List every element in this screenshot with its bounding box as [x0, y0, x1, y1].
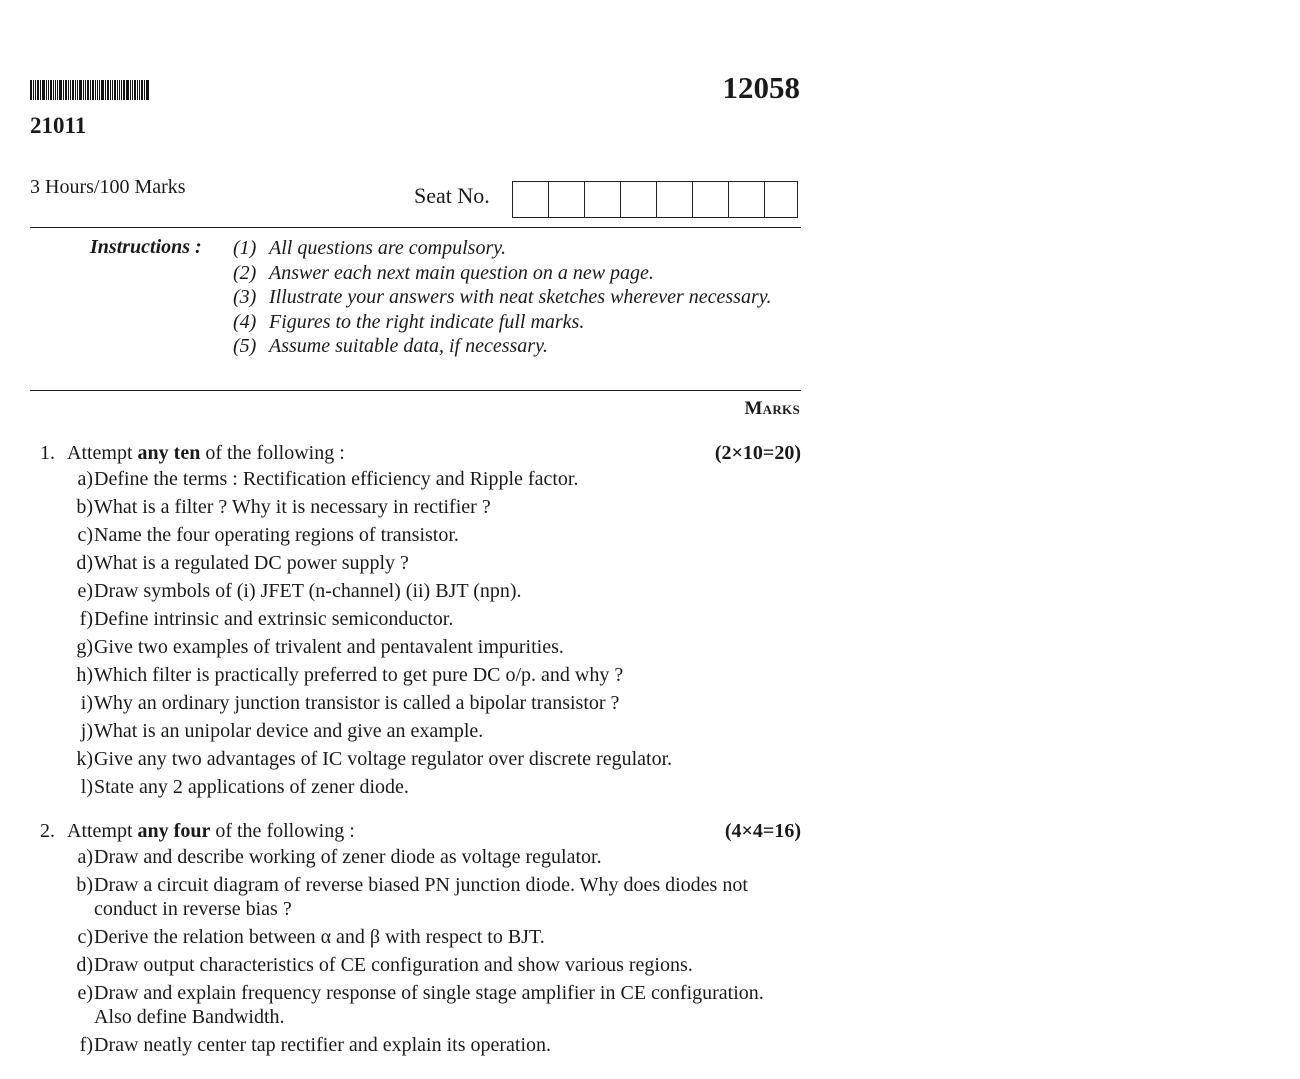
sub-question-text: Why an ordinary junction transistor is called a bipolar transistor ?: [94, 692, 620, 714]
instruction-text: Answer each next main question on a new page.: [269, 261, 654, 284]
seat-box[interactable]: [765, 182, 797, 217]
sub-question-label: f): [79, 1034, 93, 1056]
question-text: Attempt any four of the following :: [67, 819, 355, 842]
paper-code: 21011: [30, 113, 87, 138]
question-header: [40, 817, 801, 845]
sub-question-text: State any 2 applications of zener diode.: [94, 776, 409, 798]
sub-question-label: l): [80, 776, 93, 798]
question-paper-number: 12058: [722, 70, 800, 105]
sub-question: [40, 845, 801, 869]
sub-question-text: What is an unipolar device and give an example.: [94, 720, 484, 742]
question-number: 2.: [40, 819, 55, 842]
sub-question-text: Derive the relation between α and β with respect to BJT.: [94, 926, 545, 948]
sub-question-text: Define the terms : Rectification efficiency and Ripple factor.: [94, 468, 579, 490]
bottom-divider: [30, 390, 801, 391]
sub-question-label: b): [76, 496, 93, 518]
sub-question: [40, 523, 801, 547]
instruction-text: Illustrate your answers with neat sketches wherever necessary.: [269, 286, 772, 308]
seat-box[interactable]: [549, 182, 585, 217]
instruction-text: Figures to the right indicate full marks.: [269, 310, 585, 333]
sub-question: [40, 1033, 801, 1057]
sub-question: [40, 551, 801, 575]
instruction-item: (2) Answer each next main question on a new page.: [233, 261, 773, 286]
instruction-item: (4) Figures to the right indicate full marks.: [233, 310, 773, 335]
seat-box[interactable]: [657, 182, 693, 217]
marks-heading: Marks: [744, 398, 800, 419]
sub-question-text: Which filter is practically preferred to get pure DC o/p. and why ?: [94, 664, 624, 686]
sub-question-label: f): [79, 608, 93, 630]
sub-question-label: k): [76, 748, 93, 770]
seat-box[interactable]: [729, 182, 765, 217]
sub-question-text: Draw symbols of (i) JFET (n-channel) (ii) BJT (npn).: [94, 580, 522, 602]
sub-question: [40, 663, 801, 687]
sub-question-text: What is a filter ? Why it is necessary in rectifier ?: [94, 496, 491, 518]
sub-question-text: Define intrinsic and extrinsic semiconductor.: [94, 608, 454, 630]
sub-question-label: c): [77, 926, 93, 948]
sub-question-text: Give any two advantages of IC voltage regulator over discrete regulator.: [94, 748, 673, 770]
seat-box[interactable]: [513, 182, 549, 217]
instruction-item: (3) Illustrate your answers with neat sketches wherever necessary.: [233, 286, 772, 308]
seat-box[interactable]: [693, 182, 729, 217]
question-number: 1.: [40, 441, 55, 464]
sub-question-label: e): [77, 982, 93, 1004]
sub-question-text: What is a regulated DC power supply ?: [94, 552, 409, 574]
top-divider: [30, 227, 801, 228]
question-marks: (4×4=16): [724, 819, 801, 842]
sub-question-label: i): [80, 692, 93, 714]
instruction-item: (1) All questions are compulsory.: [233, 236, 773, 261]
sub-question-text: Draw and explain frequency response of single stage amplifier in CE configuration. Also define Bandwidth.: [94, 982, 764, 1028]
sub-question: [40, 925, 801, 949]
sub-question: [40, 495, 801, 519]
sub-question-label: g): [76, 636, 93, 658]
question-header: [40, 439, 801, 467]
sub-question: [40, 719, 801, 743]
instructions-list: [233, 236, 773, 359]
sub-question-text: Draw neatly center tap rectifier and explain its operation.: [94, 1034, 552, 1056]
sub-question-text: Draw a circuit diagram of reverse biased PN junction diode. Why does diodes not conduct in reverse bias ?: [94, 874, 748, 920]
sub-question-text: Name the four operating regions of transistor.: [94, 524, 459, 546]
duration-marks: 3 Hours/100 Marks: [30, 176, 186, 198]
sub-question-text: Give two examples of trivalent and pentavalent impurities.: [94, 636, 564, 658]
sub-question: [40, 981, 801, 1029]
sub-question-label: h): [76, 664, 93, 686]
seat-number-boxes[interactable]: [512, 181, 798, 218]
sub-question: [40, 747, 801, 771]
sub-question: [40, 873, 801, 921]
seat-box[interactable]: [585, 182, 621, 217]
instruction-item: (5) Assume suitable data, if necessary.: [233, 334, 773, 359]
sub-question-text: Draw output characteristics of CE configuration and show various regions.: [94, 954, 693, 976]
question-marks: (2×10=20): [714, 441, 801, 464]
question-text: Attempt any ten of the following :: [67, 441, 345, 464]
seat-number-label: Seat No.: [414, 183, 490, 208]
sub-question-label: b): [76, 874, 93, 896]
sub-question: [40, 775, 801, 799]
sub-question-label: d): [76, 552, 93, 574]
sub-question-text: Draw and describe working of zener diode as voltage regulator.: [94, 846, 602, 868]
question-1: [40, 439, 801, 803]
seat-box[interactable]: [621, 182, 657, 217]
instruction-text: All questions are compulsory.: [269, 237, 507, 259]
sub-question-label: j): [80, 720, 93, 742]
sub-question-label: d): [76, 954, 93, 976]
instructions-label: Instructions :: [90, 236, 202, 258]
barcode: [30, 80, 150, 100]
sub-question: [40, 691, 801, 715]
sub-question: [40, 467, 801, 491]
sub-question: [40, 579, 801, 603]
question-2: [40, 817, 801, 1061]
sub-question: [40, 953, 801, 977]
sub-question-label: c): [77, 524, 93, 546]
sub-question-label: e): [77, 580, 93, 602]
sub-question: [40, 635, 801, 659]
sub-question: [40, 607, 801, 631]
instruction-text: Assume suitable data, if necessary.: [269, 335, 548, 357]
sub-question-label: a): [77, 468, 93, 490]
sub-question-label: a): [77, 846, 93, 868]
